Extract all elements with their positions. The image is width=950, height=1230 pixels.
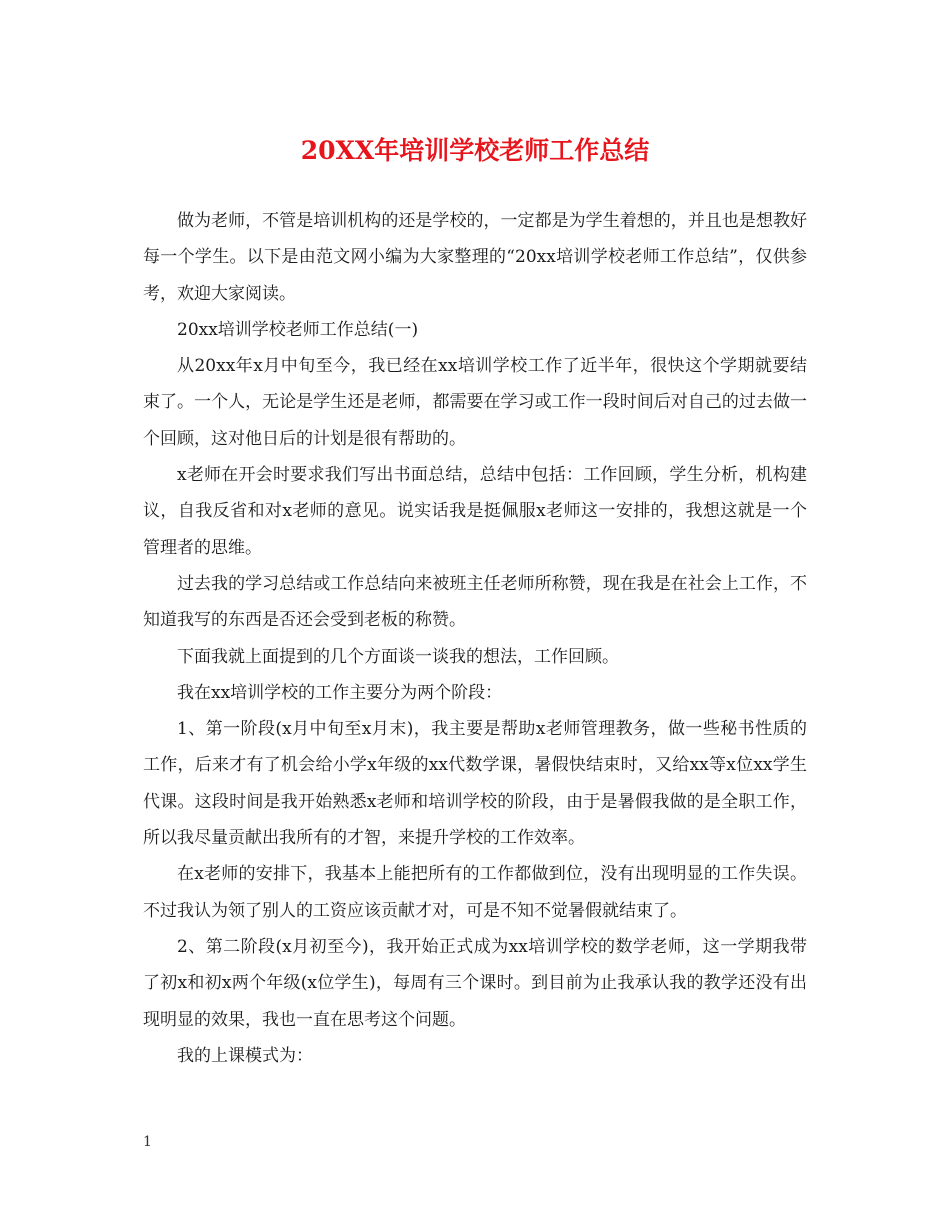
body-paragraph: 2、第二阶段(x月初至今)，我开始正式成为xx培训学校的数学老师，这一学期我带了初x和初x两个年级(x位学生)，每周有三个课时。到目前为止我承认我的教学还没有出现明显的效果，我也一直在思考这个问题。 [143,936,807,1030]
body-paragraph: 1、第一阶段(x月中旬至x月末)，我主要是帮助x老师管理教务，做一些秘书性质的工作，后来才有了机会给小学x年级的xx代数学课，暑假快结束时，又给xx等x位xx学生代课。这段时间是我开始熟悉x老师和培训学校的阶段，由于是暑假我做的是全职工作，所以我尽量贡献出我所有的才智，来提升学校的工作效率。 [143,719,807,849]
intro-paragraph: 做为老师，不管是培训机构的还是学校的，一定都是为学生着想的，并且也是想教好每一个学生。以下是由范文网小编为大家整理的“20xx培训学校老师工作总结”，仅供参考，欢迎大家阅读。 [143,211,807,304]
body-paragraph: x老师在开会时要求我们写出书面总结，总结中包括：工作回顾，学生分析，机构建议，自我反省和对x老师的意见。说实话我是挺佩服x老师这一安排的，我想这就是一个管理者的思维。 [143,465,807,558]
section-heading: 20xx培训学校老师工作总结(一) [177,319,419,340]
document-title: 20XX年培训学校老师工作总结 [300,136,650,165]
page-number: 1 [143,1134,152,1150]
body-paragraph: 在x老师的安排下，我基本上能把所有的工作都做到位，没有出现明显的工作失误。不过我认为领了别人的工资应该贡献才对，可是不知不觉暑假就结束了。 [143,864,807,921]
body-paragraph: 下面我就上面提到的几个方面谈一谈我的想法，工作回顾。 [177,646,619,667]
document-body [143,203,807,1074]
body-paragraph: 从20xx年x月中旬至今，我已经在xx培训学校工作了近半年，很快这个学期就要结束了。一个人，无论是学生还是老师，都需要在学习或工作一段时间后对自己的过去做一个回顾，这对他日后的计划是很有帮助的。 [143,356,807,449]
body-paragraph: 我在xx培训学校的工作主要分为两个阶段： [177,682,503,703]
body-paragraph: 过去我的学习总结或工作总结向来被班主任老师所称赞，现在我是在社会上工作，不知道我写的东西是否还会受到老板的称赞。 [143,573,807,631]
body-paragraph: 我的上课模式为： [177,1045,313,1066]
